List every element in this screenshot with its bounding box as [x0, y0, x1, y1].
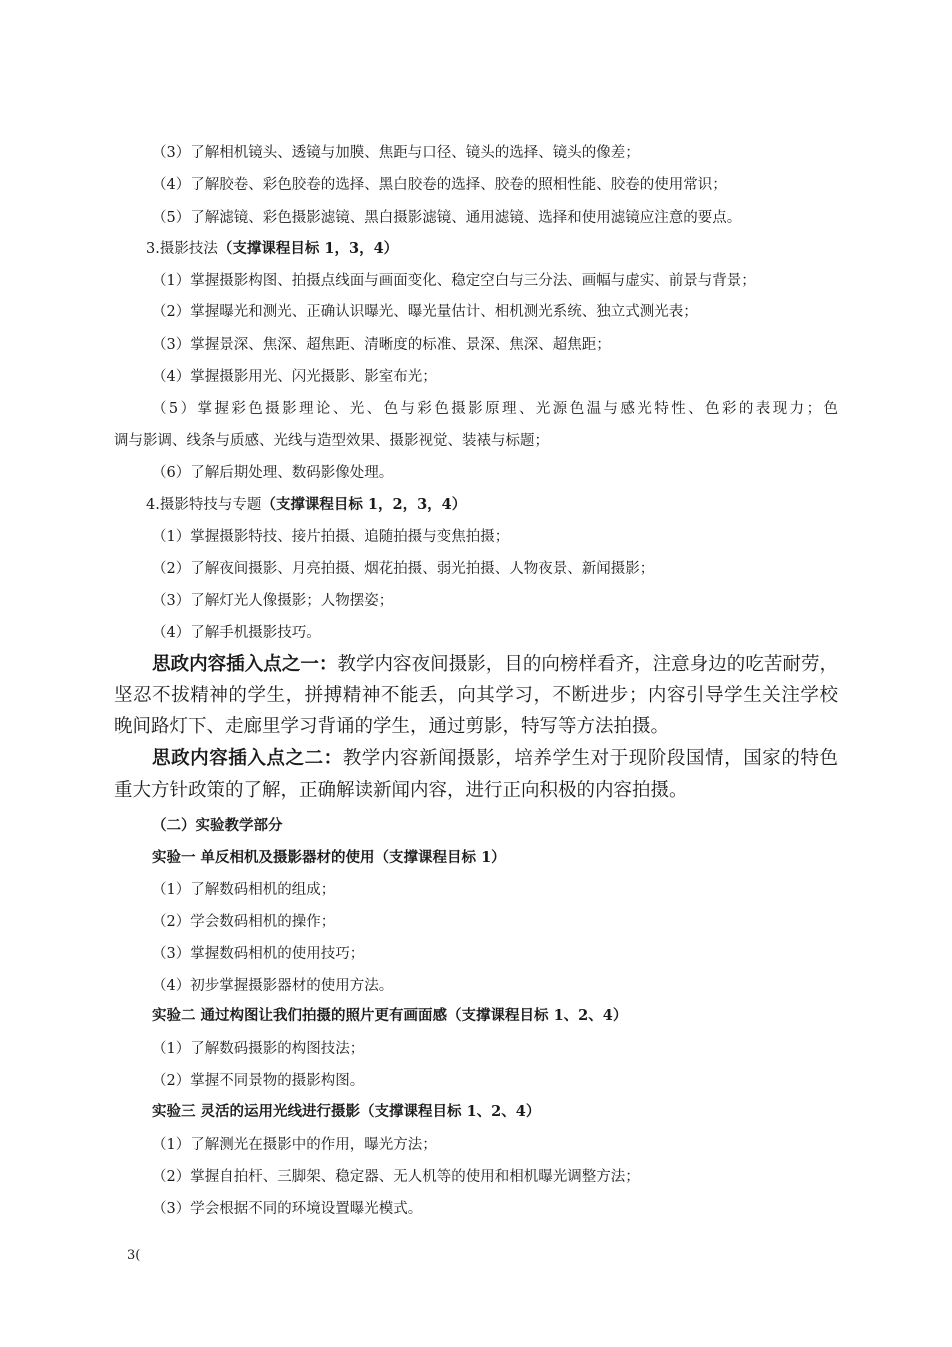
list-item: （5）了解滤镜、彩色摄影滤镜、黑白摄影滤镜、通用滤镜、选择和使用滤镜应注意的要点。	[152, 210, 742, 226]
list-item: （3）掌握景深、焦深、超焦距、清晰度的标准、景深、焦深、超焦距；	[152, 337, 611, 353]
subheading-support: （支撑课程目标 1，2，3，4）	[261, 496, 467, 513]
ideology-label: 思政内容插入点之一：	[152, 654, 338, 675]
list-item: （1）了解数码摄影的构图技法；	[152, 1041, 365, 1057]
list-item: （1）掌握摄影构图、拍摄点线面与画面变化、稳定空白与三分法、画幅与虚实、前景与背景；	[152, 273, 756, 289]
subheading-text: 3.摄影技法	[146, 241, 218, 257]
ideology-paragraph-line: 坚忍不拔精神的学生，拼搏精神不能丢，向其学习，不断进步；内容引导学生关注学校	[114, 685, 838, 706]
ideology-paragraph-2	[152, 746, 838, 772]
list-item: （4）初步掌握摄影器材的使用方法。	[152, 978, 394, 994]
list-item: （3）了解灯光人像摄影；人物摆姿；	[152, 593, 394, 609]
list-item: （1）掌握摄影特技、接片拍摄、追随拍摄与变焦拍摄；	[152, 529, 510, 545]
list-item: （1）了解数码相机的组成；	[152, 882, 336, 898]
ideology-text: 教学内容新闻摄影，培养学生对于现阶段国情，国家的特色	[342, 748, 838, 769]
experiment-title: 实验二 通过构图让我们拍摄的照片更有画面感（支撑课程目标 1、2、4）	[152, 1007, 628, 1024]
list-item: （2）学会数码相机的操作；	[152, 914, 336, 930]
ideology-paragraph-line: 晚间路灯下、走廊里学习背诵的学生，通过剪影，特写等方法拍摄。	[114, 716, 670, 737]
list-item: （3）掌握数码相机的使用技巧；	[152, 946, 365, 962]
ideology-paragraph-1	[152, 652, 838, 678]
ideology-label: 思政内容插入点之二：	[152, 748, 343, 769]
subheading-special-topics	[146, 495, 466, 515]
experiment-title: 实验三 灵活的运用光线进行摄影（支撑课程目标 1、2、4）	[152, 1103, 541, 1120]
list-item: （6）了解后期处理、数码影像处理。	[152, 465, 394, 481]
list-item: （4）了解手机摄影技巧。	[152, 625, 321, 641]
ideology-paragraph-line: 重大方针政策的了解，正确解读新闻内容，进行正向积极的内容拍摄。	[114, 780, 688, 801]
list-item: （3）学会根据不同的环境设置曝光模式。	[152, 1201, 423, 1217]
list-item: （4）了解胶卷、彩色胶卷的选择、黑白胶卷的选择、胶卷的照相性能、胶卷的使用常识；	[152, 177, 727, 193]
section-heading-lab: （二）实验教学部分	[152, 817, 283, 834]
list-item: （2）掌握自拍杆、三脚架、稳定器、无人机等的使用和相机曝光调整方法；	[152, 1169, 640, 1185]
ideology-text: 教学内容夜间摄影，目的向榜样看齐，注意身边的吃苦耐劳，	[337, 654, 838, 675]
subheading-support: （支撑课程目标 1，3，4）	[217, 240, 399, 257]
list-item: （5）掌握彩色摄影理论、光、色与彩色摄影原理、光源色温与感光特性、色彩的表现力；色	[152, 401, 838, 417]
page-number: 3(	[127, 1248, 141, 1263]
subheading-text: 4.摄影特技与专题	[146, 497, 262, 513]
list-item: （1）了解测光在摄影中的作用，曝光方法；	[152, 1137, 437, 1153]
list-item: （4）掌握摄影用光、闪光摄影、影室布光；	[152, 369, 437, 385]
list-item: （2）掌握不同景物的摄影构图。	[152, 1073, 365, 1089]
list-item: （2）掌握曝光和测光、正确认识曝光、曝光量估计、相机测光系统、独立式测光表；	[152, 304, 698, 320]
experiment-title: 实验一 单反相机及摄影器材的使用（支撑课程目标 1）	[152, 849, 506, 866]
subheading-techniques	[146, 239, 398, 259]
list-item: （2）了解夜间摄影、月亮拍摄、烟花拍摄、弱光拍摄、人物夜景、新闻摄影；	[152, 561, 655, 577]
list-item: （3）了解相机镜头、透镜与加膜、焦距与口径、镜头的选择、镜头的像差；	[152, 145, 640, 161]
list-item-continuation: 调与影调、线条与质感、光线与造型效果、摄影视觉、装裱与标题；	[114, 433, 549, 449]
